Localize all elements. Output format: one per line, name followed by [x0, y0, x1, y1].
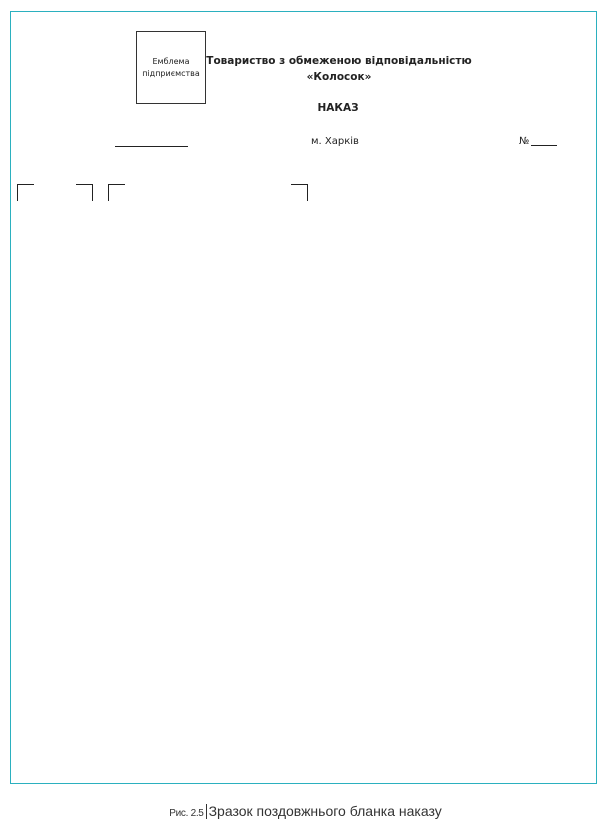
figure-caption-text: Зразок поздовжнього бланка наказу: [208, 803, 442, 819]
registration-mark-top-left: [17, 184, 34, 201]
subject-mark-top-right: [291, 184, 308, 201]
emblem-placeholder: [136, 31, 206, 104]
city-label: м. Харків: [311, 136, 359, 147]
date-field-line: [115, 146, 188, 147]
organization-name: [206, 53, 472, 85]
figure-number: Рис. 2.5: [169, 808, 204, 819]
organization-name-line2: «Колосок»: [306, 71, 372, 83]
number-label: №: [519, 136, 530, 147]
document-title: НАКАЗ: [317, 102, 359, 114]
number-field: [519, 136, 557, 147]
caption-separator: [206, 804, 207, 819]
organization-name-line1: Товариство з обмеженою відповідальністю: [206, 55, 472, 67]
figure-caption: [0, 801, 611, 820]
subject-mark-top-left: [108, 184, 125, 201]
number-field-line: [531, 145, 557, 146]
registration-mark-top-right: [76, 184, 93, 201]
emblem-label-line1: Емблема: [152, 56, 190, 66]
emblem-label-line2: підприємства: [142, 68, 200, 78]
page-frame: [10, 11, 597, 784]
